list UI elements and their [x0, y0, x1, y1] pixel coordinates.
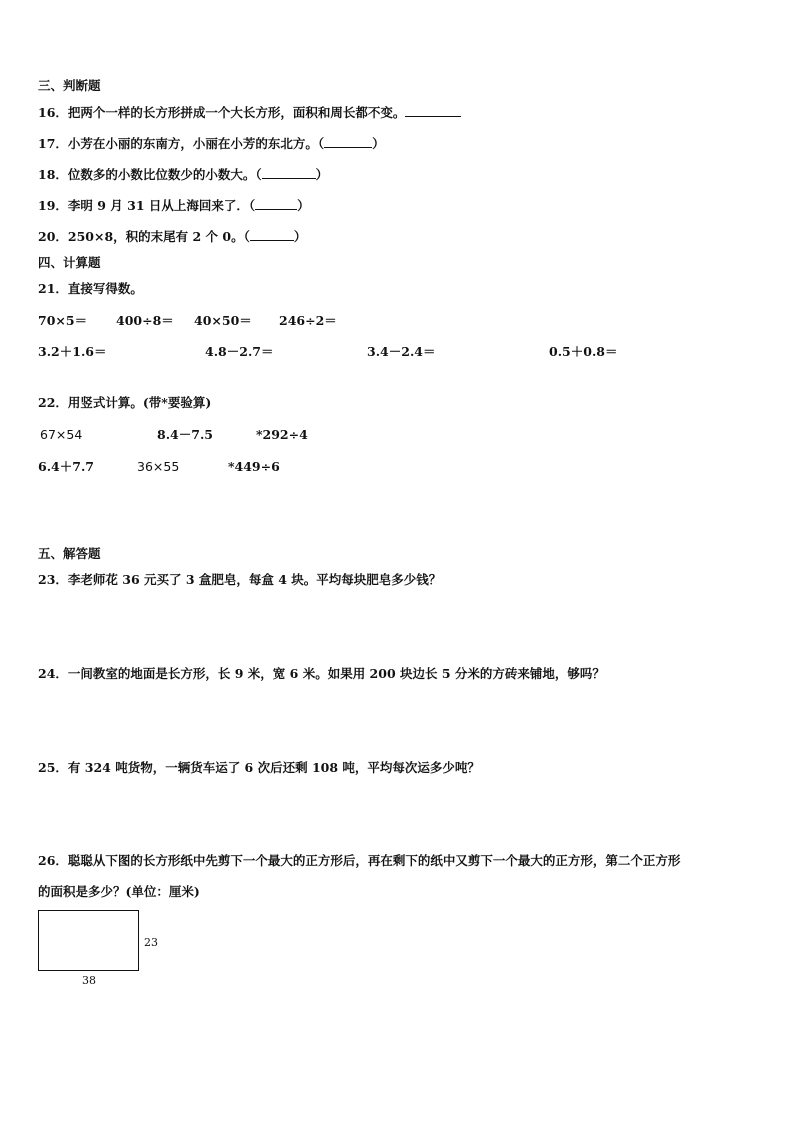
vertical-calc-item: 8.4－7.5 [157, 427, 213, 442]
calc-item: 70×5＝ [38, 313, 88, 328]
question-25: 25．有 324 吨货物，一辆货车运了 6 次后还剩 108 吨，平均每次运多少吨？ [38, 760, 480, 775]
calc-item: 40×50＝ [194, 313, 252, 328]
question-18: 18．位数多的小数比位数少的小数大。（ ） [38, 167, 329, 182]
rectangle-figure [38, 910, 139, 971]
question-20: 20．250×8，积的末尾有 2 个 0。（ ） [38, 229, 307, 244]
vertical-calc-item: *292÷4 [256, 427, 308, 442]
calc-item: 400÷8＝ [116, 313, 174, 328]
calc-item: 0.5＋0.8＝ [549, 344, 618, 359]
vertical-calc-item: 36×55 [137, 459, 180, 474]
answer-blank[interactable] [250, 229, 294, 241]
calc-item: 246÷2＝ [279, 313, 337, 328]
section-title-solve: 五、解答题 [38, 546, 101, 561]
question-19: 19．李明 9 月 31 日从上海回来了．（ ） [38, 198, 310, 213]
calc-item: 3.2＋1.6＝ [38, 344, 107, 359]
answer-blank[interactable] [405, 105, 461, 117]
question-22: 22．用竖式计算。(带*要验算) [38, 395, 212, 410]
question-26-continued: 的面积是多少？(单位：厘米) [38, 884, 200, 899]
section-title-judge: 三、判断题 [38, 78, 101, 93]
calc-item: 4.8－2.7＝ [205, 344, 274, 359]
vertical-calc-item: 6.4＋7.7 [38, 459, 94, 474]
answer-blank[interactable] [324, 136, 372, 148]
question-23: 23．李老师花 36 元买了 3 盒肥皂，每盒 4 块。平均每块肥皂多少钱？ [38, 572, 442, 587]
vertical-calc-item: *449÷6 [228, 459, 280, 474]
question-26: 26．聪聪从下图的长方形纸中先剪下一个最大的正方形后，再在剩下的纸中又剪下一个最大的正方形，第二个正方形 [38, 853, 681, 868]
question-16: 16．把两个一样的长方形拼成一个大长方形，面积和周长都不变。 [38, 105, 461, 121]
question-24: 24．一间教室的地面是长方形，长 9 米，宽 6 米。如果用 200 块边长 5 分米的方砖来铺地，够吗？ [38, 666, 605, 681]
rectangle-width-label: 38 [82, 974, 96, 987]
vertical-calc-item: 67×54 [40, 427, 83, 442]
calc-item: 3.4－2.4＝ [367, 344, 436, 359]
answer-blank[interactable] [255, 198, 297, 210]
rectangle-height-label: 23 [144, 936, 158, 949]
question-17: 17．小芳在小丽的东南方，小丽在小芳的东北方。（ ） [38, 136, 385, 151]
answer-blank[interactable] [262, 167, 316, 179]
section-title-calc: 四、计算题 [38, 255, 101, 270]
question-21: 21．直接写得数。 [38, 281, 143, 296]
